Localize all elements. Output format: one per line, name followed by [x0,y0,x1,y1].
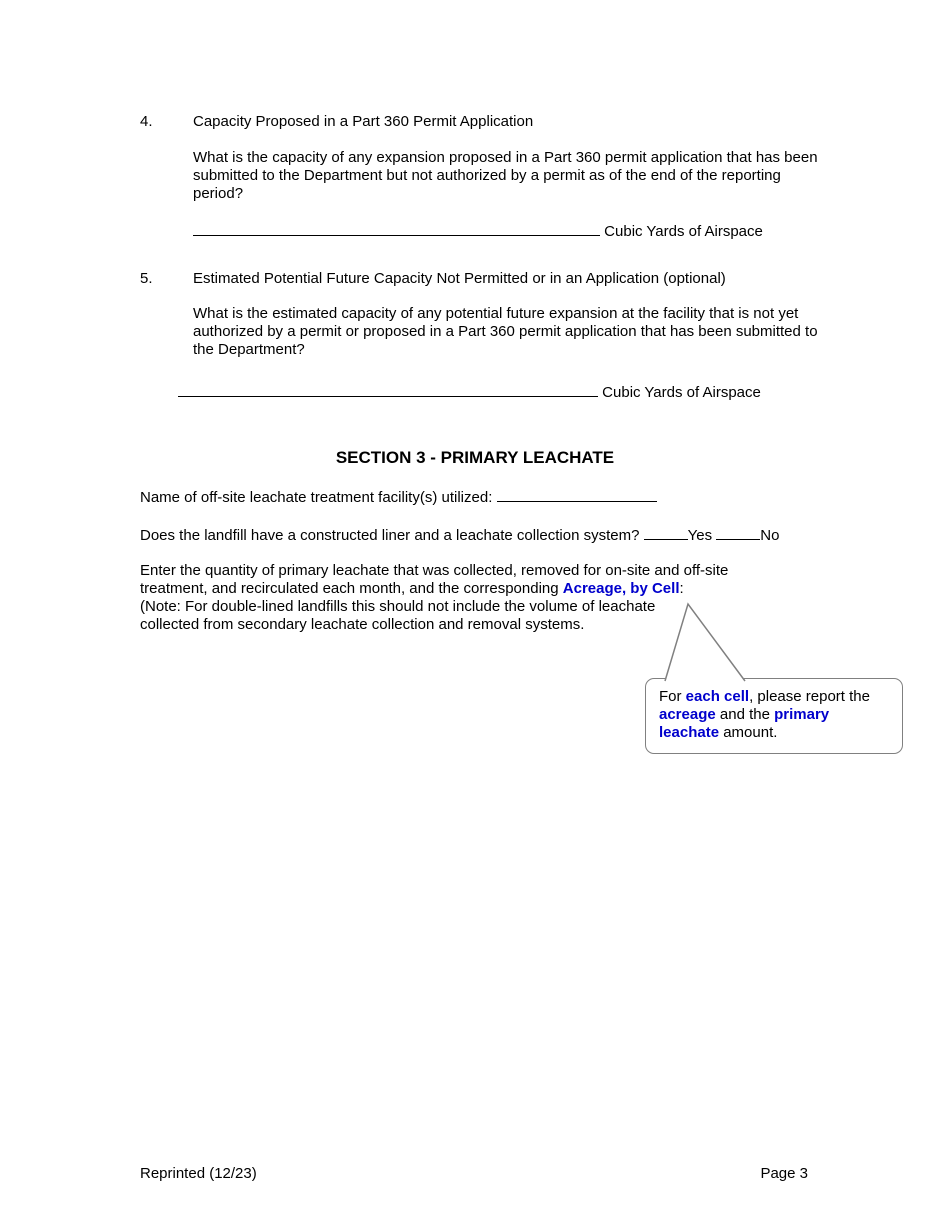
item-5-answer-line [178,383,810,402]
callout-text-2: , please report the [749,688,870,705]
callout-bold-acreage: acreage [659,706,716,723]
callout-pointer-icon [653,601,763,682]
callout-text-4: amount. [719,724,778,741]
callout-text-1: For [659,688,686,705]
acreage-by-cell-text: Acreage, by Cell [562,580,680,597]
no-blank [716,526,760,540]
item-4-answer-blank [193,222,600,236]
item-4-title: Capacity Proposed in a Part 360 Permit Application [193,113,534,130]
item-5-unit-label: Cubic Yards of Airspace [602,384,761,401]
callout-note [645,601,925,754]
leachate-text: Enter the quantity of primary leachate that was collected, removed for on-site and off-site treatment, and recirculated each month, and the corresponding [140,562,729,597]
item-5-title: Estimated Potential Future Capacity Not Permitted or in an Application (optional) [193,270,726,287]
liner-question-line [140,526,810,545]
question-item-5 [140,270,818,402]
facility-label: Name of off-site leachate treatment facility(s) utilized: [140,489,493,506]
footer-reprinted-label: Reprinted (12/23) [140,1165,257,1182]
item-5-question: What is the estimated capacity of any potential future expansion at the facility that is not yet authorized by a permit or proposed in a Part 360 permit application that has been submitted to the Department? [193,305,818,358]
item-5-heading [140,270,810,288]
facility-blank [497,488,657,502]
callout-text-3: and the [715,706,775,723]
facility-line [140,488,810,507]
item-4-number: 4. [140,113,153,130]
callout-bold-primary-leachate: primary leachate [659,706,830,741]
item-4-answer-line [193,222,810,241]
yes-label: Yes [687,527,713,544]
yes-blank [644,526,688,540]
leachate-colon: : [679,580,684,597]
item-4-heading [140,113,810,131]
no-label: No [760,527,780,544]
section-3-heading: SECTION 3 - PRIMARY LEACHATE [335,448,615,467]
page-footer [140,1165,808,1183]
note-line-2: collected from secondary leachate collection and removal systems. [140,616,585,633]
item-4-unit-label: Cubic Yards of Airspace [604,223,763,240]
item-5-answer-blank [178,383,598,397]
leachate-paragraph [140,562,772,598]
callout-bold-each-cell: each cell [685,688,750,705]
callout-box [645,678,903,754]
footer-page-number: Page 3 [760,1165,808,1182]
item-5-number: 5. [140,270,153,287]
question-item-4 [140,113,818,241]
liner-question: Does the landfill have a constructed liner and a leachate collection system? [140,527,640,544]
item-4-question: What is the capacity of any expansion proposed in a Part 360 permit application that has been submitted to the Department but not authorized by a permit as of the end of the reporting period? [193,149,818,202]
note-line-1: (Note: For double-lined landfills this should not include the volume of leachate [140,598,656,615]
